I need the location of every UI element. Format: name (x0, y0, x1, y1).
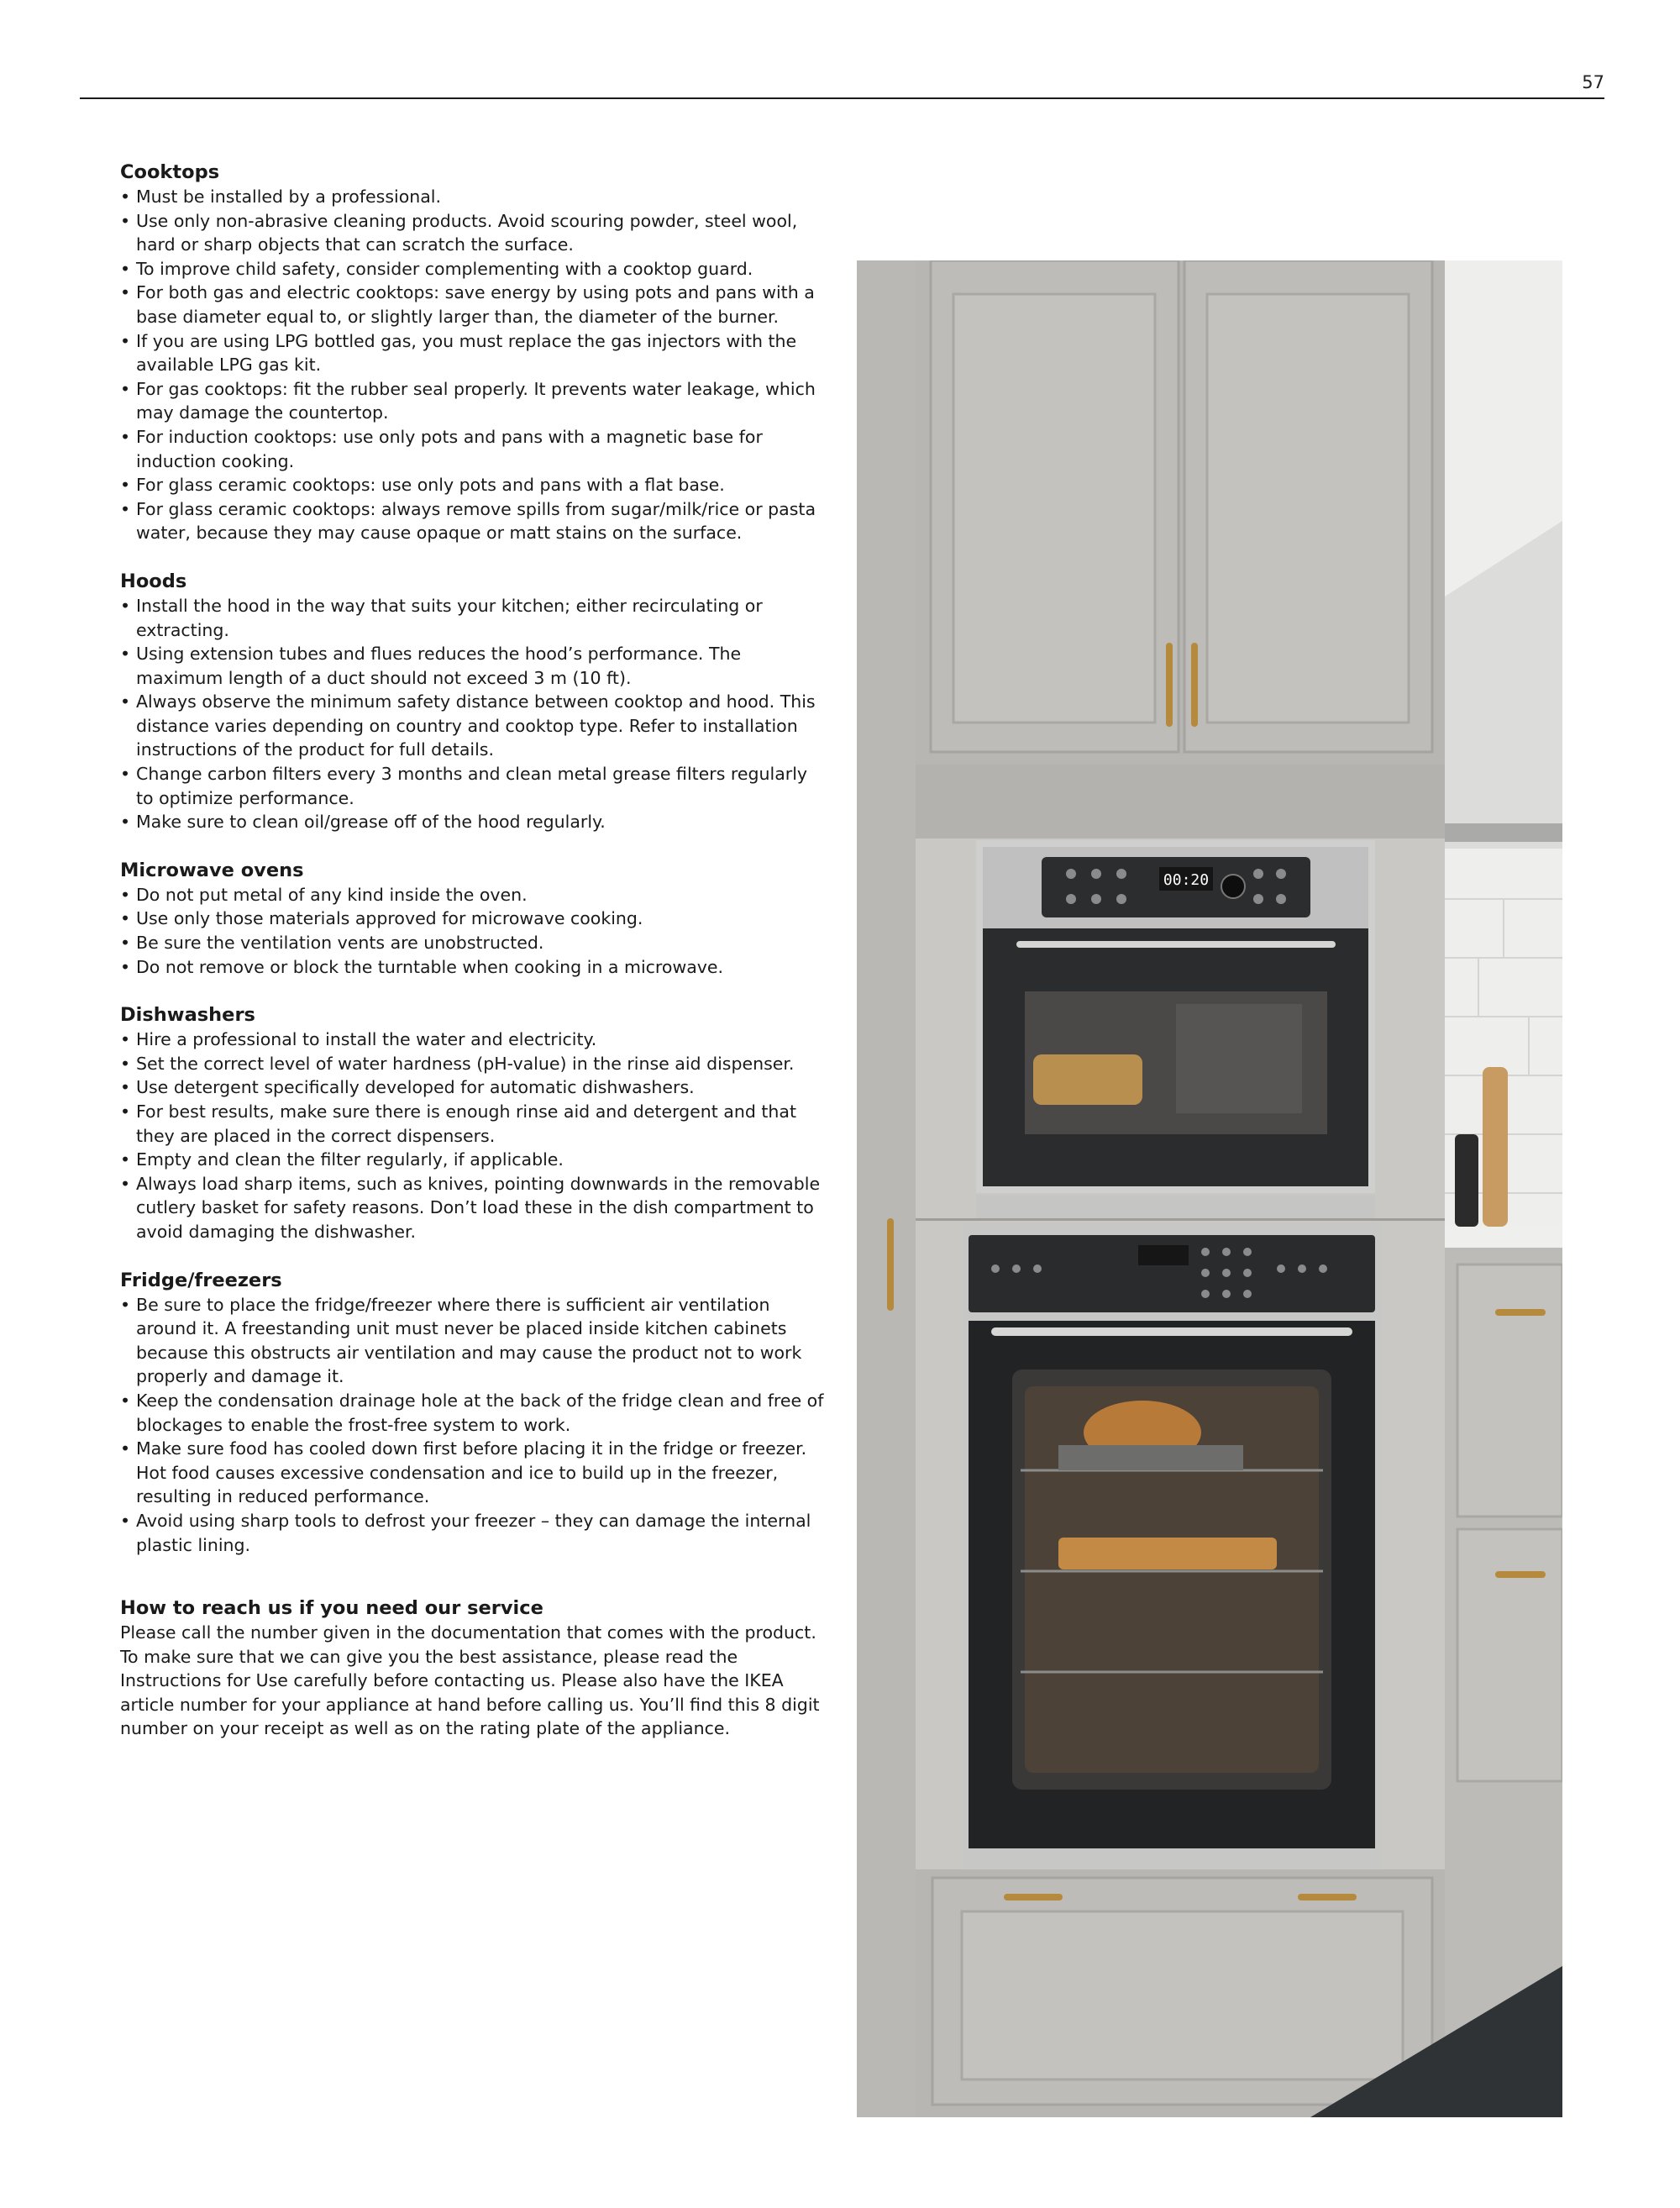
left-cabinet-handle (887, 1218, 894, 1311)
list-item: • Always load sharp items, such as knives, pointing downwards in the removable cutlery basket for safety reasons. Don’t load these in the dish compartment to avoid damaging the dishwasher. (120, 1172, 830, 1244)
upper-door-right-panel (1207, 294, 1409, 723)
list-item: • Avoid using sharp tools to defrost your freezer – they can damage the internal plastic lining. (120, 1509, 830, 1557)
cutting-board (1483, 1067, 1508, 1227)
countertop (1445, 1227, 1562, 1248)
upper-handle-left (1166, 643, 1173, 727)
section-title: Microwave ovens (120, 859, 304, 881)
roasting-pan (1058, 1445, 1243, 1470)
bullet-list (120, 185, 830, 545)
section-microwave-ovens (120, 858, 830, 979)
section-title: How to reach us if you need our service (120, 1597, 543, 1620)
section-title: Hoods (120, 570, 187, 592)
list-item: • Empty and clean the filter regularly, if applicable. (120, 1148, 830, 1172)
list-item: • For best results, make sure there is enough rinse aid and detergent and that they are placed in the correct dispensers. (120, 1100, 830, 1148)
list-item: • Always observe the minimum safety distance between cooktop and hood. This distance varies depending on country and cooktop type. Refer to installation instructions of the product for full details. (120, 690, 830, 762)
cabinet-trim (916, 765, 1445, 839)
list-item: • For gas cooktops: fit the rubber seal properly. It prevents water leakage, which may damage the countertop. (120, 377, 830, 425)
left-cabinet-side (857, 260, 916, 2117)
list-item: • Hire a professional to install the water and electricity. (120, 1028, 830, 1052)
bullet-list (120, 594, 830, 834)
list-item: • Be sure to place the fridge/freezer where there is sufficient air ventilation around it. A freestanding unit must never be placed inside kitchen cabinets because this obstructs air ventilation and may cause the product not to work properly and damage it. (120, 1293, 830, 1389)
text-column (120, 160, 830, 1764)
list-item: • Do not remove or block the turntable when cooking in a microwave. (120, 955, 830, 980)
bullet-list (120, 1028, 830, 1243)
list-item: • If you are using LPG bottled gas, you must replace the gas injectors with the available LPG gas kit. (120, 329, 830, 377)
microwave-display: 00:20 (1163, 871, 1210, 889)
list-item: • Be sure the ventilation vents are unobstructed. (120, 931, 830, 955)
drawer-panel (962, 1911, 1403, 2079)
knife-block (1455, 1134, 1478, 1227)
list-item: • Use only non-abrasive cleaning products. Avoid scouring powder, steel wool, hard or sharp objects that can scratch the surface. (120, 209, 830, 257)
list-item: • Set the correct level of water hardness (pH-value) in the rinse aid dispenser. (120, 1052, 830, 1076)
list-item: • Keep the condensation drainage hole at the back of the fridge clean and free of blockages to enable the frost-free system to work. (120, 1389, 830, 1437)
bullet-list (120, 1293, 830, 1558)
upper-handle-right (1191, 643, 1198, 727)
hood-rail (1445, 823, 1562, 842)
list-item: • Install the hood in the way that suits your kitchen; either recirculating or extracting. (120, 594, 830, 642)
upper-door-left-panel (953, 294, 1155, 723)
section-hoods (120, 569, 830, 834)
section-dishwashers (120, 1002, 830, 1243)
right-drawer-handle (1495, 1309, 1546, 1316)
oven-display (1138, 1245, 1189, 1265)
list-item: • Change carbon filters every 3 months and clean metal grease filters regularly to optimize performance. (120, 762, 830, 810)
header-rule (80, 97, 1604, 99)
bullet-list (120, 883, 830, 979)
microwave-food (1033, 1054, 1142, 1105)
list-item: • To improve child safety, consider complementing with a cooktop guard. (120, 257, 830, 281)
list-item: • Do not put metal of any kind inside the oven. (120, 883, 830, 907)
section-title: Fridge/freezers (120, 1269, 282, 1291)
section-title: Dishwashers (120, 1004, 255, 1027)
list-item: • Using extension tubes and flues reduces the hood’s performance. The maximum length of a duct should not exceed 3 m (10 ft). (120, 642, 830, 690)
section-service (120, 1596, 830, 1741)
microwave-handle (1016, 941, 1336, 948)
appliance-divider (976, 1195, 1375, 1220)
right-drawer-handle-2 (1495, 1571, 1546, 1578)
oven-handle (991, 1327, 1352, 1336)
service-paragraph: Please call the number given in the documentation that comes with the product. To make sure that we can give you the best assistance, please read the Instructions for Use carefully before contacting us. Please also have the IKEA article number for your appliance at hand before calling us. You’ll find this 8 digit number on your receipt as well as on the rating plate of the appliance. (120, 1622, 820, 1739)
section-fridge-freezers (120, 1268, 830, 1558)
drawer-handle-right (1298, 1894, 1357, 1900)
section-title: Cooktops (120, 161, 220, 183)
microwave-knob (1221, 875, 1245, 898)
list-item: • For glass ceramic cooktops: always remove spills from sugar/milk/rice or pasta water, because they may cause opaque or matt stains on the surface. (120, 497, 830, 545)
baked-dish (1058, 1538, 1277, 1569)
list-item: • Make sure food has cooled down first before placing it in the fridge or freezer. Hot food causes excessive condensation and ice to build up in the freezer, resulting in reduced performance. (120, 1437, 830, 1509)
microwave-reflection (1176, 1004, 1302, 1113)
list-item: • For glass ceramic cooktops: use only pots and pans with a flat base. (120, 473, 830, 497)
list-item: • For induction cooktops: use only pots and pans with a magnetic base for induction cooking. (120, 425, 830, 473)
page-number: 57 (1582, 72, 1604, 92)
list-item: • Make sure to clean oil/grease off of the hood regularly. (120, 810, 830, 834)
list-item: • For both gas and electric cooktops: save energy by using pots and pans with a base diameter equal to, or slightly larger than, the diameter of the burner. (120, 281, 830, 329)
section-cooktops (120, 160, 830, 545)
kitchen-oven-photo (857, 260, 1562, 2117)
list-item: • Use only those materials approved for microwave cooking. (120, 907, 830, 931)
list-item: • Must be installed by a professional. (120, 185, 830, 209)
list-item: • Use detergent specifically developed for automatic dishwashers. (120, 1075, 830, 1100)
drawer-handle-left (1004, 1894, 1063, 1900)
